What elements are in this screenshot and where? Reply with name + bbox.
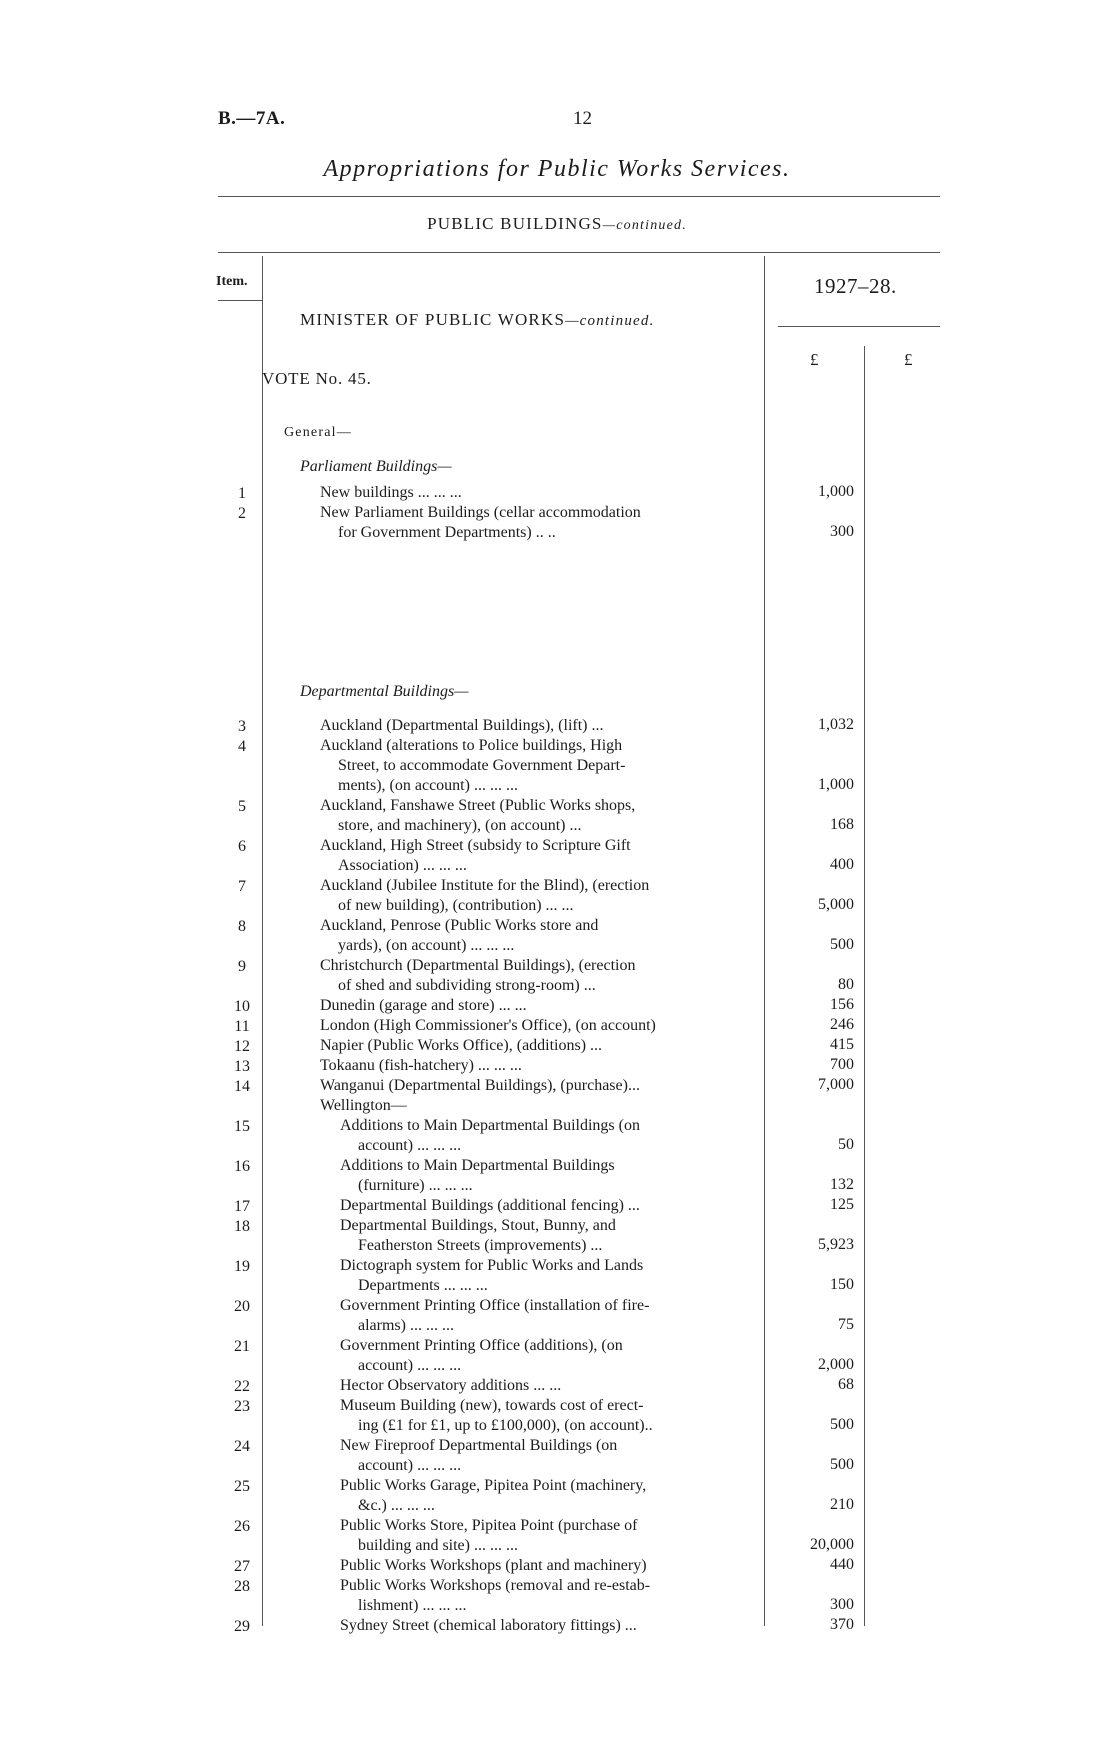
page-title: Appropriations for Public Works Services. [323,156,791,182]
item-number: 13 [234,1058,250,1075]
item-description-line: ing (£1 for £1, up to £100,000), (on account).. [358,1417,653,1435]
item-description-line: store, and machinery), (on account) ... [338,817,582,835]
item-amount: 5,923 [818,1236,854,1254]
item-amount: 440 [830,1556,854,1573]
item-description-line: Association) ... ... ... [338,857,467,875]
item-number: 5 [238,798,246,815]
item-description-line: &c.) ... ... ... [358,1497,435,1515]
item-description-line: lishment) ... ... ... [358,1597,467,1615]
item-number: 6 [238,838,246,855]
item-number: 10 [234,998,250,1015]
item-amount: 125 [830,1196,854,1213]
item-number: 22 [234,1378,250,1395]
item-description-line: building and site) ... ... ... [358,1537,518,1555]
item-description-line: Auckland, Penrose (Public Works store and [320,917,599,934]
item-description-line: Government Printing Office (additions), (on [340,1337,623,1354]
item-description-line: London (High Commissioner's Office), (on account) [320,1017,656,1034]
item-amount: 156 [830,996,854,1013]
page-number: 12 [573,108,592,129]
item-number: 2 [238,505,246,522]
item-description-line: Auckland (alterations to Police buildings, High [320,737,623,754]
item-number: 24 [234,1438,250,1455]
item-description-line: Napier (Public Works Office), (additions) ... [320,1037,603,1054]
item-number: 29 [234,1618,250,1635]
item-number: 4 [238,738,246,755]
item-description-line: Museum Building (new), towards cost of erect- [340,1397,644,1414]
item-description-line: Public Works Workshops (plant and machinery) [340,1557,647,1574]
item-amount: 150 [830,1276,854,1294]
item-description-line: Hector Observatory additions ... ... [340,1377,562,1394]
item-amount: 210 [830,1496,854,1514]
year-header-rule [778,326,940,327]
item-description-line: Auckland (Jubilee Institute for the Blind), (erection [320,877,650,894]
item-amount: 75 [838,1316,854,1334]
item-amount: 246 [830,1016,854,1033]
year-column-header: 1927–28. [814,274,897,298]
item-description-line: Featherston Streets (improvements) ... [358,1237,603,1255]
item-number: 23 [234,1398,250,1415]
item-description-line: Additions to Main Departmental Buildings [340,1157,615,1174]
item-description-line: Dunedin (garage and store) ... ... [320,997,527,1014]
item-description-line: of shed and subdividing strong-room) ... [338,977,596,995]
item-description-line: Public Works Workshops (removal and re-estab- [340,1577,651,1594]
item-amount: 68 [838,1376,854,1393]
minister-suffix: —continued. [565,313,655,329]
item-description-line: Wanganui (Departmental Buildings), (purchase)... [320,1077,640,1094]
item-amount: 300 [830,523,854,541]
item-description-line: Departments ... ... ... [358,1277,488,1295]
table-top-rule [218,252,940,253]
item-amount: 1,032 [818,716,854,733]
item-amount: 300 [830,1596,854,1614]
item-amount: 2,000 [818,1356,854,1374]
item-description-line: Government Printing Office (installation of fire- [340,1297,650,1314]
item-description-line: Tokaanu (fish-hatchery) ... ... ... [320,1057,522,1074]
item-amount: 7,000 [818,1076,854,1093]
item-number: 8 [238,918,246,935]
item-description-line: (furniture) ... ... ... [358,1177,473,1195]
item-amount: 415 [830,1036,854,1053]
item-amount: 1,000 [818,483,854,500]
item-description-line: account) ... ... ... [358,1357,462,1375]
item-description-line: Additions to Main Departmental Buildings (on [340,1117,640,1134]
item-description-line: of new building), (contribution) ... ... [338,897,574,915]
item-description-line: ments), (on account) ... ... ... [338,777,518,795]
section-suffix: —continued. [602,218,687,233]
item-description-line: New buildings ... ... ... [320,484,462,501]
minister-heading [300,310,655,330]
parliament-heading: Parliament Buildings— [300,458,452,475]
section-heading [0,214,1114,234]
item-number: 16 [234,1158,250,1175]
minister-name: MINISTER OF PUBLIC WORKS [300,310,566,329]
item-header-rule [218,300,262,301]
item-description-line: Wellington— [320,1097,407,1114]
item-number: 1 [238,485,246,502]
item-amount: 400 [830,856,854,874]
item-amount: 132 [830,1176,854,1194]
item-description-line: Public Works Store, Pipitea Point (purchase of [340,1517,638,1534]
item-number: 7 [238,878,246,895]
item-description-line: Departmental Buildings (additional fencing) ... [340,1197,640,1214]
item-number: 20 [234,1298,250,1315]
item-amount: 80 [838,976,854,994]
item-description-line: Auckland, High Street (subsidy to Scripture Gift [320,837,631,854]
item-amount: 20,000 [810,1536,854,1554]
item-amount: 500 [830,1456,854,1474]
amount-column-rule [864,346,865,1626]
document-reference: B.—7A. [218,108,286,129]
item-amount: 5,000 [818,896,854,914]
item-amount: 500 [830,936,854,954]
item-description-line: account) ... ... ... [358,1137,462,1155]
title-rule [218,196,940,197]
item-description-line: New Parliament Buildings (cellar accommodation [320,504,641,521]
item-number: 18 [234,1218,250,1235]
item-description-line: account) ... ... ... [358,1457,462,1475]
item-number: 27 [234,1558,250,1575]
item-amount: 500 [830,1416,854,1434]
item-description-line: Christchurch (Departmental Buildings), (erection [320,957,636,974]
item-number: 28 [234,1578,250,1595]
currency-label-1: £ [810,350,819,369]
item-description-line: Sydney Street (chemical laboratory fittings) ... [340,1617,637,1634]
departmental-heading: Departmental Buildings— [300,683,469,700]
item-column-header: Item. [216,274,248,289]
item-number: 9 [238,958,246,975]
item-number: 14 [234,1078,250,1095]
item-amount: 1,000 [818,776,854,794]
item-number: 3 [238,718,246,735]
item-description-line: Auckland (Departmental Buildings), (lift) ... [320,717,604,734]
section-name: PUBLIC BUILDINGS [427,214,603,233]
item-column-rule [262,256,263,1626]
item-number: 25 [234,1478,250,1495]
item-number: 17 [234,1198,250,1215]
item-amount: 168 [830,816,854,834]
item-number: 11 [234,1018,250,1035]
item-number: 12 [234,1038,250,1055]
item-description-line: for Government Departments) .. .. [338,524,556,542]
item-number: 21 [234,1338,250,1355]
item-description-line: Departmental Buildings, Stout, Bunny, and [340,1217,616,1234]
item-description-line: Dictograph system for Public Works and Lands [340,1257,644,1274]
item-description-line: alarms) ... ... ... [358,1317,454,1335]
item-number: 26 [234,1518,250,1535]
item-amount: 50 [838,1136,854,1154]
item-description-line: Public Works Garage, Pipitea Point (machinery, [340,1477,647,1494]
item-description-line: yards), (on account) ... ... ... [338,937,515,955]
item-amount: 370 [830,1616,854,1633]
vote-number: VOTE No. 45. [262,369,372,388]
currency-label-2: £ [904,350,913,369]
item-description-line: Auckland, Fanshawe Street (Public Works shops, [320,797,636,814]
item-number: 19 [234,1258,250,1275]
item-description-line: Street, to accommodate Government Depart- [338,757,626,775]
item-amount: 700 [830,1056,854,1073]
item-description-line: New Fireproof Departmental Buildings (on [340,1437,618,1454]
general-heading: General— [284,425,352,440]
item-number: 15 [234,1118,250,1135]
